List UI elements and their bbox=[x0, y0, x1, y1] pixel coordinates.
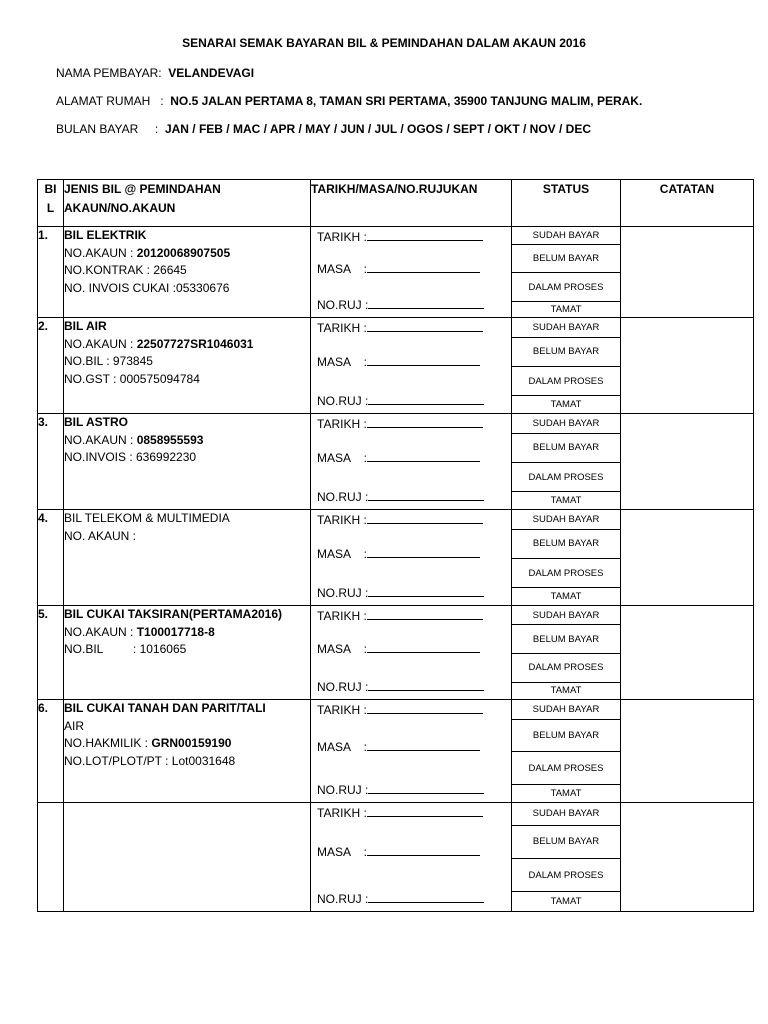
bill-detail-line: BIL CUKAI TAKSIRAN(PERTAMA2016) bbox=[64, 607, 283, 621]
status-dalam-proses[interactable]: DALAM PROSES bbox=[512, 273, 620, 301]
masa-field: MASA : bbox=[317, 450, 480, 465]
tarikh-field: TARIKH : bbox=[317, 805, 483, 820]
tarikh-masa-noruj bbox=[311, 414, 512, 510]
status-options bbox=[512, 510, 621, 606]
tarikh-field-input[interactable] bbox=[367, 608, 483, 620]
masa-field: MASA : bbox=[317, 354, 480, 369]
noruj-field: NO.RUJ : bbox=[317, 393, 484, 408]
bulan-value: JAN / FEB / MAC / APR / MAY / JUN / JUL / OGOS / SEPT / OKT / NOV / DEC bbox=[164, 122, 592, 136]
row-number: 6. bbox=[38, 700, 64, 803]
status-tamat[interactable]: TAMAT bbox=[550, 495, 582, 507]
masa-field: MASA : bbox=[317, 546, 480, 561]
status-dalam-proses[interactable]: DALAM PROSES bbox=[512, 463, 620, 492]
noruj-field: NO.RUJ : bbox=[317, 489, 484, 504]
tarikh-field-input[interactable] bbox=[367, 805, 483, 817]
alamat-value: NO.5 JALAN PERTAMA 8, TAMAN SRI PERTAMA, 35900 TANJUNG MALIM, PERAK. bbox=[170, 94, 643, 108]
catatan-cell[interactable] bbox=[621, 803, 754, 912]
bill-detail-line: NO.KONTRAK : 26645 bbox=[64, 263, 187, 277]
status-dalam-proses[interactable]: DALAM PROSES bbox=[512, 559, 620, 588]
nama-value: VELANDEVAGI bbox=[168, 66, 255, 80]
bill-detail-line: NO.AKAUN : 20120068907505 bbox=[64, 245, 231, 260]
row-number: 4. bbox=[38, 510, 64, 606]
status-sudah-bayar[interactable]: SUDAH BAYAR bbox=[512, 606, 620, 625]
masa-field-input[interactable] bbox=[367, 641, 480, 653]
status-dalam-proses[interactable]: DALAM PROSES bbox=[512, 654, 620, 683]
status-options bbox=[512, 803, 621, 912]
noruj-field-input[interactable] bbox=[368, 782, 484, 794]
masa-field-input[interactable] bbox=[367, 844, 480, 856]
bill-detail-line: NO.BIL : 973845 bbox=[64, 354, 153, 368]
alamat-label: ALAMAT RUMAH : bbox=[56, 94, 164, 108]
bill-details bbox=[64, 700, 311, 803]
tarikh-field: TARIKH : bbox=[317, 702, 483, 717]
masa-field: MASA : bbox=[317, 641, 480, 656]
masa-field-input[interactable] bbox=[367, 546, 480, 558]
table-row bbox=[38, 803, 754, 912]
noruj-field: NO.RUJ : bbox=[317, 297, 484, 312]
tarikh-field-input[interactable] bbox=[367, 320, 483, 332]
tarikh-field: TARIKH : bbox=[317, 512, 483, 527]
noruj-field-input[interactable] bbox=[368, 297, 484, 309]
noruj-field: NO.RUJ : bbox=[317, 782, 484, 797]
noruj-field-input[interactable] bbox=[368, 585, 484, 597]
tarikh-field: TARIKH : bbox=[317, 608, 483, 623]
bulan-label: BULAN BAYAR : bbox=[56, 122, 159, 136]
tarikh-field-input[interactable] bbox=[367, 416, 483, 428]
tarikh-masa-noruj bbox=[311, 227, 512, 318]
masa-field: MASA : bbox=[317, 844, 480, 859]
table-row bbox=[38, 227, 754, 318]
tarikh-field-input[interactable] bbox=[367, 229, 483, 241]
status-sudah-bayar[interactable]: SUDAH BAYAR bbox=[512, 803, 620, 826]
status-tamat[interactable]: TAMAT bbox=[550, 787, 582, 799]
table-row bbox=[38, 510, 754, 606]
masa-field-input[interactable] bbox=[367, 739, 480, 751]
status-belum-bayar[interactable]: BELUM BAYAR bbox=[512, 434, 620, 463]
noruj-field: NO.RUJ : bbox=[317, 679, 484, 694]
tarikh-field: TARIKH : bbox=[317, 229, 483, 244]
table-row bbox=[38, 700, 754, 803]
status-belum-bayar[interactable]: BELUM BAYAR bbox=[512, 338, 620, 367]
status-tamat[interactable]: TAMAT bbox=[550, 303, 582, 315]
masa-field-input[interactable] bbox=[367, 261, 480, 273]
table-row bbox=[38, 414, 754, 510]
status-belum-bayar[interactable]: BELUM BAYAR bbox=[512, 530, 620, 559]
bill-detail-line: NO.AKAUN : 0858955593 bbox=[64, 432, 204, 447]
noruj-field-input[interactable] bbox=[368, 393, 484, 405]
bill-details bbox=[64, 606, 311, 700]
catatan-cell[interactable] bbox=[621, 318, 754, 414]
tarikh-masa-noruj bbox=[311, 606, 512, 700]
status-sudah-bayar[interactable]: SUDAH BAYAR bbox=[512, 318, 620, 338]
status-sudah-bayar[interactable]: SUDAH BAYAR bbox=[512, 227, 620, 245]
catatan-cell[interactable] bbox=[621, 700, 754, 803]
bulan-line bbox=[56, 122, 591, 136]
status-options bbox=[512, 606, 621, 700]
status-tamat[interactable]: TAMAT bbox=[550, 896, 582, 908]
bill-details bbox=[64, 803, 311, 912]
status-dalam-proses[interactable]: DALAM PROSES bbox=[512, 859, 620, 892]
bill-detail-line: BIL ELEKTRIK bbox=[64, 228, 147, 242]
noruj-field: NO.RUJ : bbox=[317, 585, 484, 600]
bill-detail-line: NO.LOT/PLOT/PT : Lot0031648 bbox=[64, 753, 236, 768]
masa-field-input[interactable] bbox=[367, 354, 480, 366]
bill-detail-line: NO.INVOIS : 636992230 bbox=[64, 450, 197, 464]
tarikh-field: TARIKH : bbox=[317, 320, 483, 335]
bill-detail-line: NO.AKAUN : T100017718-8 bbox=[64, 624, 215, 639]
row-number bbox=[38, 803, 64, 912]
bill-details bbox=[64, 227, 311, 318]
status-tamat[interactable]: TAMAT bbox=[550, 685, 582, 697]
tarikh-field-input[interactable] bbox=[367, 512, 483, 524]
nama-label: NAMA PEMBAYAR: bbox=[56, 66, 162, 80]
status-sudah-bayar[interactable]: SUDAH BAYAR bbox=[512, 510, 620, 530]
bill-detail-line: NO.AKAUN : 22507727SR1046031 bbox=[64, 336, 254, 351]
bill-detail-line: NO. AKAUN : bbox=[64, 528, 137, 543]
status-tamat[interactable]: TAMAT bbox=[550, 591, 582, 603]
status-options bbox=[512, 414, 621, 510]
alamat-line bbox=[56, 94, 642, 108]
noruj-field-input[interactable] bbox=[368, 679, 484, 691]
checklist-table bbox=[37, 179, 754, 912]
page-title: SENARAI SEMAK BAYARAN BIL & PEMINDAHAN DALAM AKAUN 2016 bbox=[182, 36, 586, 50]
catatan-cell[interactable] bbox=[621, 414, 754, 510]
table-row bbox=[38, 606, 754, 700]
col-jenis-header: JENIS BIL @ PEMINDAHAN AKAUN/NO.AKAUN bbox=[64, 180, 311, 227]
table-row bbox=[38, 318, 754, 414]
tarikh-masa-noruj bbox=[311, 318, 512, 414]
noruj-field: NO.RUJ : bbox=[317, 891, 484, 906]
bill-detail-line: BIL ASTRO bbox=[64, 415, 129, 429]
row-number: 1. bbox=[38, 227, 64, 318]
status-tamat[interactable]: TAMAT bbox=[550, 399, 582, 411]
status-belum-bayar[interactable]: BELUM BAYAR bbox=[512, 625, 620, 654]
status-options bbox=[512, 227, 621, 318]
noruj-field-input[interactable] bbox=[368, 891, 484, 903]
bill-detail-line: BIL TELEKOM & MULTIMEDIA bbox=[64, 511, 230, 525]
bill-details bbox=[64, 510, 311, 606]
catatan-cell[interactable] bbox=[621, 606, 754, 700]
bill-detail-line: BIL CUKAI TANAH DAN PARIT/TALI bbox=[64, 701, 266, 715]
tarikh-masa-noruj bbox=[311, 700, 512, 803]
bill-detail-line: BIL AIR bbox=[64, 319, 107, 333]
bill-details bbox=[64, 318, 311, 414]
tarikh-field-input[interactable] bbox=[367, 702, 483, 714]
bill-detail-line: NO.HAKMILIK : GRN00159190 bbox=[64, 736, 232, 750]
tarikh-masa-noruj bbox=[311, 510, 512, 606]
masa-field-input[interactable] bbox=[367, 450, 480, 462]
row-number: 3. bbox=[38, 414, 64, 510]
status-belum-bayar[interactable]: BELUM BAYAR bbox=[512, 245, 620, 273]
col-status-header: STATUS bbox=[512, 180, 621, 227]
status-options bbox=[512, 318, 621, 414]
col-catatan-header: CATATAN bbox=[621, 180, 754, 227]
status-sudah-bayar[interactable]: SUDAH BAYAR bbox=[512, 414, 620, 434]
tarikh-masa-noruj bbox=[311, 803, 512, 912]
masa-field: MASA : bbox=[317, 261, 480, 276]
nama-pembayar-line bbox=[56, 66, 254, 80]
status-belum-bayar[interactable]: BELUM BAYAR bbox=[512, 720, 620, 752]
col-tarikh-header: TARIKH/MASA/NO.RUJUKAN bbox=[311, 180, 512, 227]
status-dalam-proses[interactable]: DALAM PROSES bbox=[512, 752, 620, 784]
row-number: 2. bbox=[38, 318, 64, 414]
status-belum-bayar[interactable]: BELUM BAYAR bbox=[512, 826, 620, 859]
bill-detail-line: NO.BIL : 1016065 bbox=[64, 642, 187, 656]
catatan-cell[interactable] bbox=[621, 227, 754, 318]
status-options bbox=[512, 700, 621, 803]
masa-field: MASA : bbox=[317, 739, 480, 754]
tarikh-field: TARIKH : bbox=[317, 416, 483, 431]
bill-detail-line: NO. INVOIS CUKAI :05330676 bbox=[64, 280, 230, 295]
status-sudah-bayar[interactable]: SUDAH BAYAR bbox=[512, 700, 620, 720]
table-header-row bbox=[38, 180, 754, 227]
catatan-cell[interactable] bbox=[621, 510, 754, 606]
col-bil-header: BI L bbox=[38, 180, 64, 227]
bill-detail-line: NO.GST : 000575094784 bbox=[64, 371, 200, 386]
status-dalam-proses[interactable]: DALAM PROSES bbox=[512, 367, 620, 396]
bill-detail-line: AIR bbox=[64, 718, 85, 733]
row-number: 5. bbox=[38, 606, 64, 700]
noruj-field-input[interactable] bbox=[368, 489, 484, 501]
bill-details bbox=[64, 414, 311, 510]
